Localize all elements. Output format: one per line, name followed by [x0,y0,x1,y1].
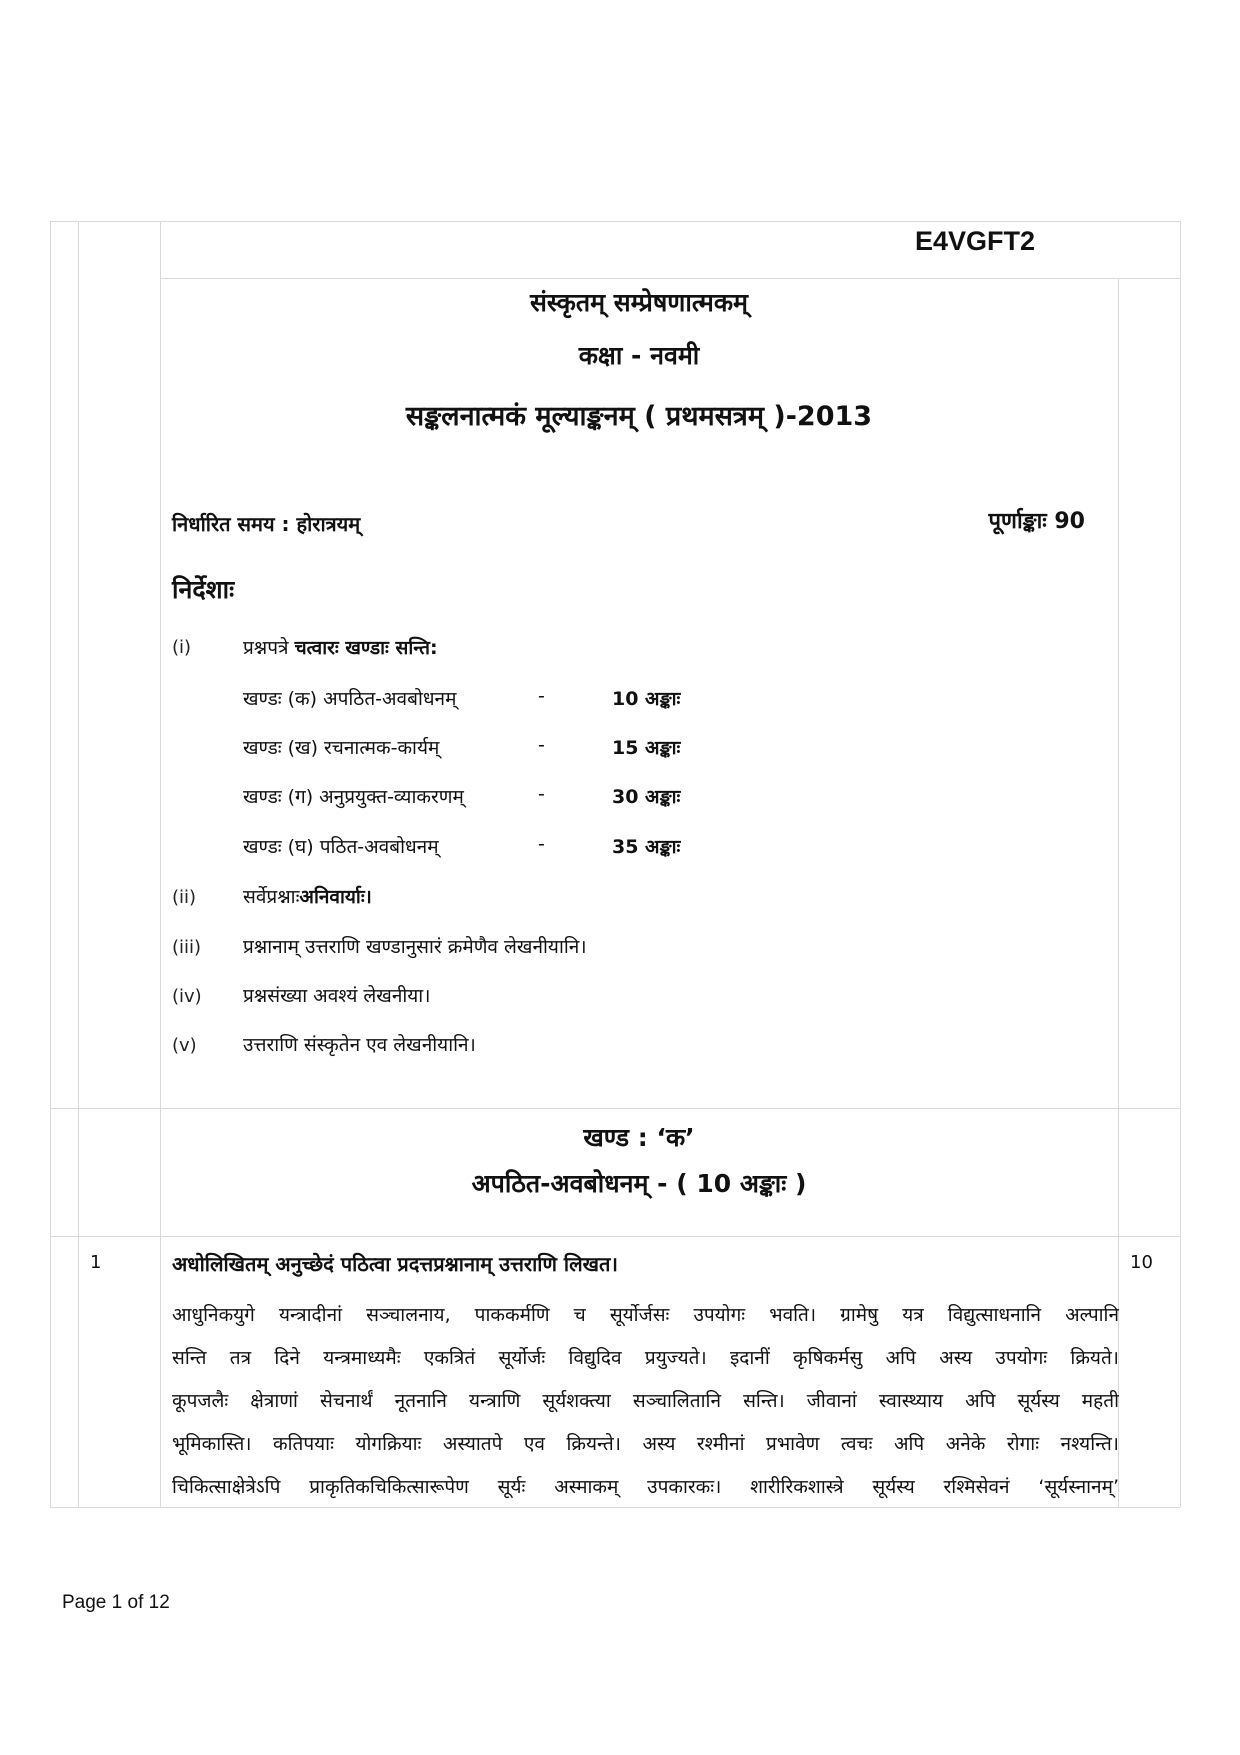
table-border-question [50,1236,1180,1237]
instruction-number: (iii) [172,937,202,958]
instructions-heading: निर्देशाः [172,575,235,604]
passage-line: भूमिकास्ति। कतिपयाः योगक्रियाः अस्यातपे एव क्रियन्ते। अस्य रश्मीनां प्रभावेण त्वचः अपि अनेके रोगाः नश्यन्ति। [172,1433,1119,1455]
paper-code: E4VGFT2 [914,226,1035,256]
passage-line: कूपजलैः क्षेत्राणां सेचनार्थं नूतनानि यन्त्राणि सूर्यशक्त्या सञ्चालितानि सन्ति। जीवानां स्वास्थ्याय अपि सूर्यस्य महती [172,1390,1119,1412]
section-list-name: खण्डः (ग) अनुप्रयुक्त-व्याकरणम् [243,786,464,808]
table-border-left [50,221,51,1507]
passage-line: चिकित्साक्षेत्रेऽपि प्राकृतिकचिकित्सारूपेण सूर्यः अस्माकम् उपकारकः। शारीरिकशास्त्रे सूर्यस्य रश्मिसेवनं ‘सूर्यस्नानम्’ [172,1476,1119,1498]
passage-line: सन्ति तत्र दिने यन्त्रमाध्यमैः एकत्रितं सूर्योर्जः विद्युदिव प्रयुज्यते। इदानीं कृषिकर्मसु अपि अस्य उपयोगः क्रियते। [172,1347,1119,1369]
max-marks: पूर्णाङ्काः 90 [988,509,1085,534]
page-footer: Page 1 of 12 [62,1592,170,1613]
section-list-name: खण्डः (क) अपठित-अवबोधनम् [243,688,457,710]
instruction-text-plain: प्रश्नपत्रे [243,637,295,659]
section-list-name: खण्डः (ख) रचनात्मक-कार्यम् [243,737,440,759]
instruction-text-plain: सन्ति: [388,637,438,659]
section-list-marks: 15 अङ्काः [612,737,681,759]
instruction-number: (ii) [172,887,197,908]
section-list-marks: 35 अङ्काः [612,836,681,858]
time-allowed: निर्धारित समय : होरात्रयम् [172,512,361,536]
section-title: खण्ड : ‘क’ [583,1123,695,1152]
table-border-header [160,278,1180,279]
instruction-text-bold: चत्वारः खण्डाः [294,637,389,659]
instruction-text: प्रश्नसंख्या अवश्यं लेखनीया। [243,985,431,1007]
section-list-marks: 30 अङ्काः [612,786,681,808]
section-list-dash: - [538,833,545,855]
table-border-right [1180,221,1181,1507]
question-marks: 10 [1130,1252,1153,1273]
table-border-section [50,1108,1180,1109]
table-border-top [50,221,1180,222]
question-number: 1 [90,1252,102,1273]
instruction-text-plain: सर्वेप्रश्नाः [243,886,300,908]
passage-line: आधुनिकयुगे यन्त्रादीनां सञ्चालनाय, पाककर्मणि च सूर्योर्जसः उपयोगः भवति। ग्रामेषु यत्र विद्युत्साधनानि अल्पानि [172,1304,1119,1326]
exam-title: सङ्कलनात्मकं मूल्याङ्कनम् ( प्रथमसत्रम् )-2013 [405,401,873,432]
section-list-name: खण्डः (घ) पठित-अवबोधनम् [243,836,439,858]
subject-title: संस्कृतम् सम्प्रेषणात्मकम् [530,288,748,317]
instruction-number: (i) [172,637,192,658]
instruction-text: उत्तराणि संस्कृतेन एव लेखनीयानि। [243,1034,476,1056]
instruction-text [243,883,372,909]
question-heading: अधोलिखितम् अनुच्छेदं पठित्वा प्रदत्तप्रश्नानाम् उत्तराणि लिखत। [172,1252,618,1276]
section-list-dash: - [538,685,545,707]
passage [172,1294,1119,1509]
section-list-dash: - [538,734,545,756]
table-border-col1 [78,221,79,1507]
section-list-marks: 10 अङ्काः [612,688,681,710]
instruction-number: (iv) [172,986,202,1007]
instruction-text-bold: अनिवार्याः। [299,886,372,908]
instruction-text: प्रश्नानाम् उत्तराणि खण्डानुसारं क्रमेणैव लेखनीयानि। [243,936,587,958]
class-title: कक्षा - नवमी [578,341,700,370]
section-list-dash: - [538,783,545,805]
section-subtitle: अपठित-अवबोधनम् - ( 10 अङ्काः ) [471,1169,807,1198]
instruction-text [243,634,438,660]
instruction-number: (v) [172,1035,197,1056]
